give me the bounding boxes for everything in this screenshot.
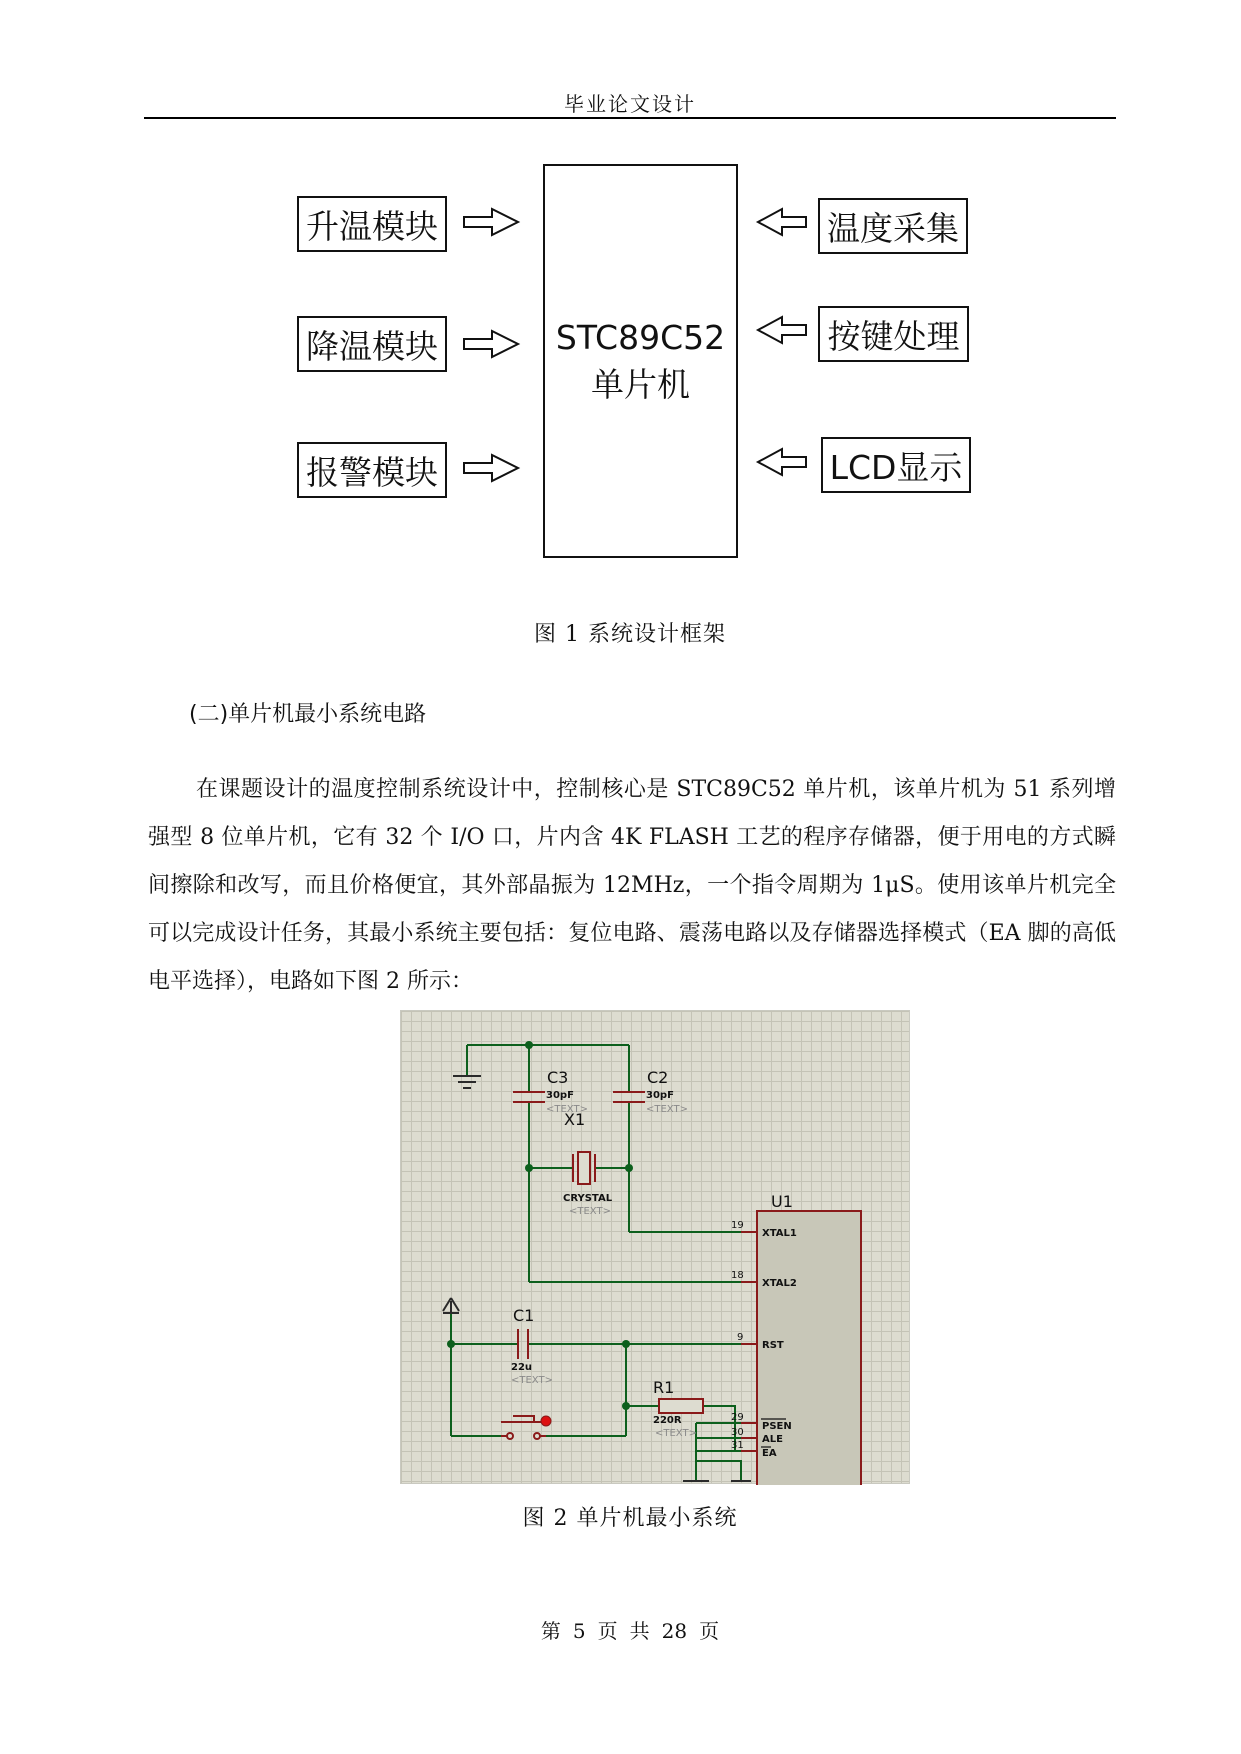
schematic-drawing (401, 1011, 911, 1485)
page-footer (144, 1615, 1116, 1644)
x1-text-tag: <TEXT> (569, 1206, 611, 1217)
pin-number: 31 (731, 1440, 744, 1451)
mcu-model: STC89C52 (555, 318, 726, 357)
mcu-label: 单片机 (591, 365, 690, 404)
arrow-right-icon (464, 455, 518, 481)
c2-name: C2 (647, 1068, 669, 1087)
pin-label: PSEN (762, 1421, 792, 1432)
pin-label: XTAL1 (762, 1228, 797, 1239)
pin-number: 30 (731, 1427, 744, 1438)
footer-word: 共 (629, 1619, 650, 1643)
module-alarm: 报警模块 (297, 442, 447, 498)
pin-number: 9 (737, 1332, 744, 1343)
pin-label: ALE (762, 1434, 783, 1445)
arrow-right-icon (464, 331, 518, 357)
x1-value: CRYSTAL (563, 1193, 613, 1204)
paragraph-text: 在课题设计的温度控制系统设计中，控制核心是 STC89C52 单片机，该单片机为 51 系列增强型 8 位单片机，它有 32 个 I/O 口，片内含 4K FLASH 工艺的程序存储器，便于用电的方式瞬间擦除和改写，而且价格便宜，其外部晶振为 12MHz，一个指令周期为 1μS。使用该单片机完全可以完成设计任务，其最小系统主要包括：复位电路、震荡电路以及存储器选择模式（EA 脚的高低电平选择），电路如下图 2 所示： (148, 777, 1116, 994)
module-lcd: LCD显示 (821, 437, 971, 493)
body-paragraph (148, 766, 1116, 1006)
ground-icon (453, 1076, 481, 1088)
reset-indicator-icon (541, 1416, 551, 1426)
r1-value: 220R (653, 1415, 682, 1426)
capacitor-c1-icon (518, 1329, 528, 1359)
module-temp-collect: 温度采集 (818, 198, 968, 254)
arrow-right-icon (464, 209, 518, 235)
arrow-left-icon (758, 449, 806, 475)
resistor-icon (659, 1399, 703, 1413)
pin-number: 18 (731, 1270, 744, 1281)
page-header: 毕业论文设计 (564, 92, 696, 116)
arrow-left-icon (758, 209, 806, 235)
c1-value: 22u (511, 1362, 533, 1373)
page-number: 5 (572, 1619, 586, 1643)
section-heading: (二)单片机最小系统电路 (189, 702, 427, 727)
figure1-caption: 图 1 系统设计框架 (534, 622, 726, 647)
capacitor-c2-icon (613, 1092, 645, 1102)
pin-number: 19 (731, 1220, 744, 1231)
r1-name: R1 (653, 1378, 675, 1397)
diagram-arrows (0, 0, 1241, 600)
schematic-figure (400, 1010, 910, 1484)
c3-name: C3 (547, 1068, 569, 1087)
c3-value: 30pF (546, 1090, 574, 1101)
footer-word: 第 (540, 1619, 561, 1643)
pin-number: 29 (731, 1412, 744, 1423)
module-cooling: 降温模块 (297, 316, 447, 372)
figure2-caption: 图 2 单片机最小系统 (522, 1506, 738, 1531)
c3-text-tag: <TEXT> (546, 1104, 588, 1115)
total-pages: 28 (661, 1619, 688, 1643)
c2-value: 30pF (646, 1090, 674, 1101)
c2-text-tag: <TEXT> (646, 1104, 688, 1115)
x1-name: X1 (564, 1110, 586, 1129)
power-icon (443, 1298, 459, 1313)
pin-label: XTAL2 (762, 1278, 797, 1289)
r1-text-tag: <TEXT> (655, 1428, 697, 1439)
module-key: 按键处理 (818, 306, 969, 362)
pin-label: RST (762, 1340, 784, 1351)
u1-name: U1 (771, 1192, 793, 1211)
capacitor-c3-icon (513, 1092, 545, 1102)
module-heating: 升温模块 (297, 196, 447, 252)
pin-label: EA (762, 1448, 777, 1459)
arrow-left-icon (758, 317, 806, 343)
footer-word: 页 (699, 1619, 720, 1643)
c1-text-tag: <TEXT> (511, 1375, 553, 1386)
footer-word: 页 (597, 1619, 618, 1643)
c1-name: C1 (513, 1306, 535, 1325)
